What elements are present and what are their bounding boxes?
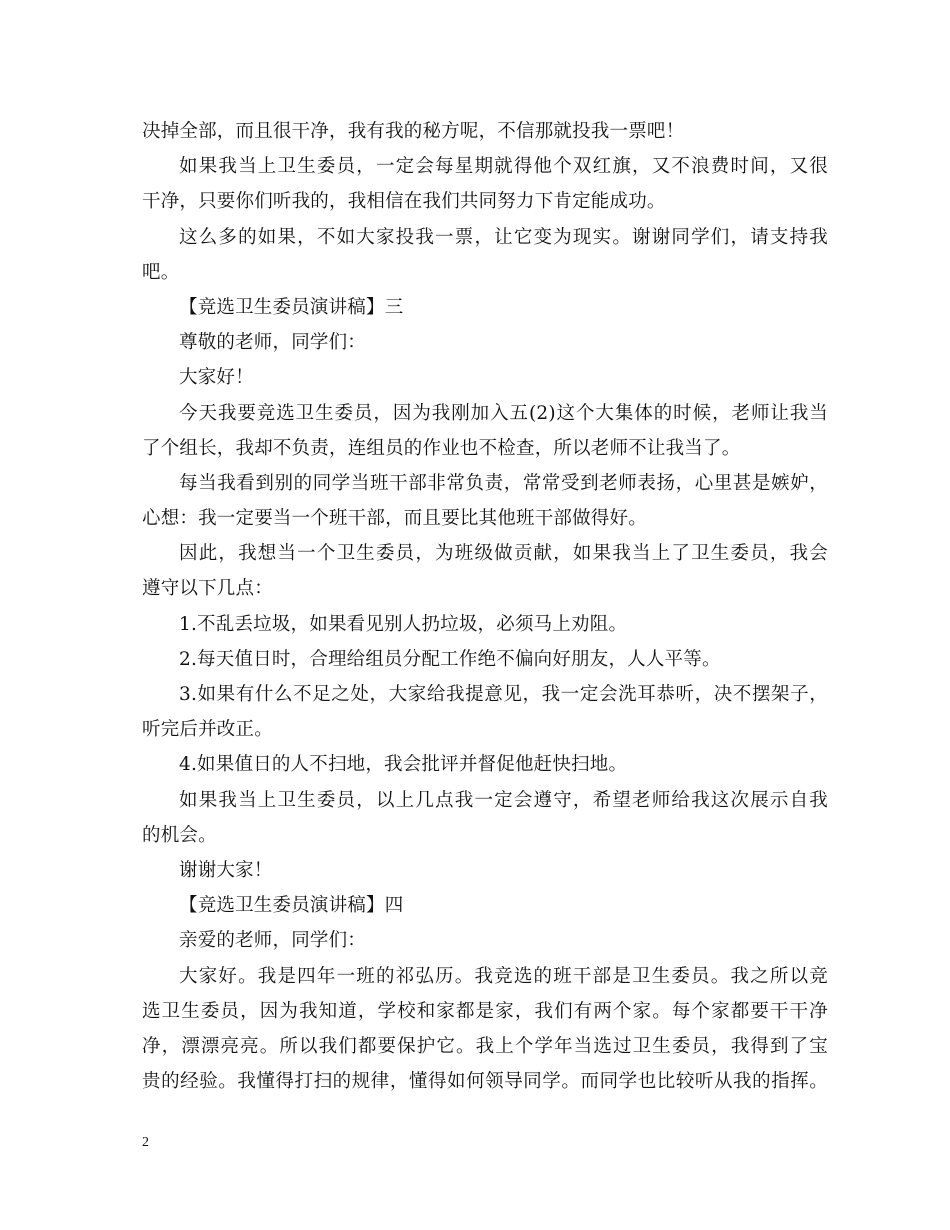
text-line: 今天我要竞选卫生委员，因为我刚加入五(2)这个大集体的时候，老师让我当 [179,402,828,424]
text-line: 1.不乱丢垃圾，如果看见别人扔垃圾，必须马上劝阻。 [179,613,628,635]
text-line: 听完后并改正。 [142,719,273,741]
text-line: 了个组长，我却不负责，连组员的作业也不检查，所以老师不让我当了。 [142,437,741,459]
text-line: 【竞选卫生委员演讲稿】三 [179,296,404,318]
text-line: 吧。 [142,261,180,283]
text-line: 因此，我想当一个卫生委员，为班级做贡献，如果我当上了卫生委员，我会 [179,543,828,565]
page-number: 2 [142,1135,149,1150]
text-line: 大家好！ [179,367,254,389]
text-line: 选卫生委员，因为我知道，学校和家都是家，我们有两个家。每个家都要干干净 [142,1000,828,1022]
text-line: 3.如果有什么不足之处，大家给我提意见，我一定会洗耳恭听，决不摆架子， [179,684,828,705]
text-line: 干净，只要你们听我的，我相信在我们共同努力下肯定能成功。 [142,191,666,213]
text-line: 4.如果值日的人不扫地，我会批评并督促他赶快扫地。 [179,754,628,776]
document-body [142,114,828,1099]
text-line: 谢谢大家！ [179,859,273,881]
text-line: 尊敬的老师，同学们： [179,332,367,354]
text-line: 大家好。我是四年一班的祁弘历。我竞选的班干部是卫生委员。我之所以竞 [179,965,828,987]
text-line: 决掉全部，而且很干净，我有我的秘方呢，不信那就投我一票吧！ [142,121,685,142]
text-line: 的机会。 [142,824,217,846]
text-line: 贵的经验。我懂得打扫的规律，懂得如何领导同学。而同学也比较听从我的指挥。 [142,1071,828,1093]
text-line: 心想：我一定要当一个班干部，而且要比其他班干部做得好。 [142,508,647,530]
text-line: 如果我当上卫生委员，一定会每星期就得他个双红旗，又不浪费时间，又很 [179,156,828,178]
text-line: 每当我看到别的同学当班干部非常负责，常常受到老师表扬，心里甚是嫉妒， [179,472,828,494]
text-line: 遵守以下几点： [142,578,273,600]
text-line: 这么多的如果，不如大家投我一票，让它变为现实。谢谢同学们，请支持我 [179,226,828,248]
text-line: 净，漂漂亮亮。所以我们都要保护它。我上个学年当选过卫生委员，我得到了宝 [142,1035,828,1057]
text-line: 2.每天值日时，合理给组员分配工作绝不偏向好朋友，人人平等。 [179,648,721,670]
text-line: 亲爱的老师，同学们： [179,930,367,952]
text-line: 如果我当上卫生委员，以上几点我一定会遵守，希望老师给我这次展示自我 [179,789,828,811]
text-line: 【竞选卫生委员演讲稿】四 [179,895,404,917]
